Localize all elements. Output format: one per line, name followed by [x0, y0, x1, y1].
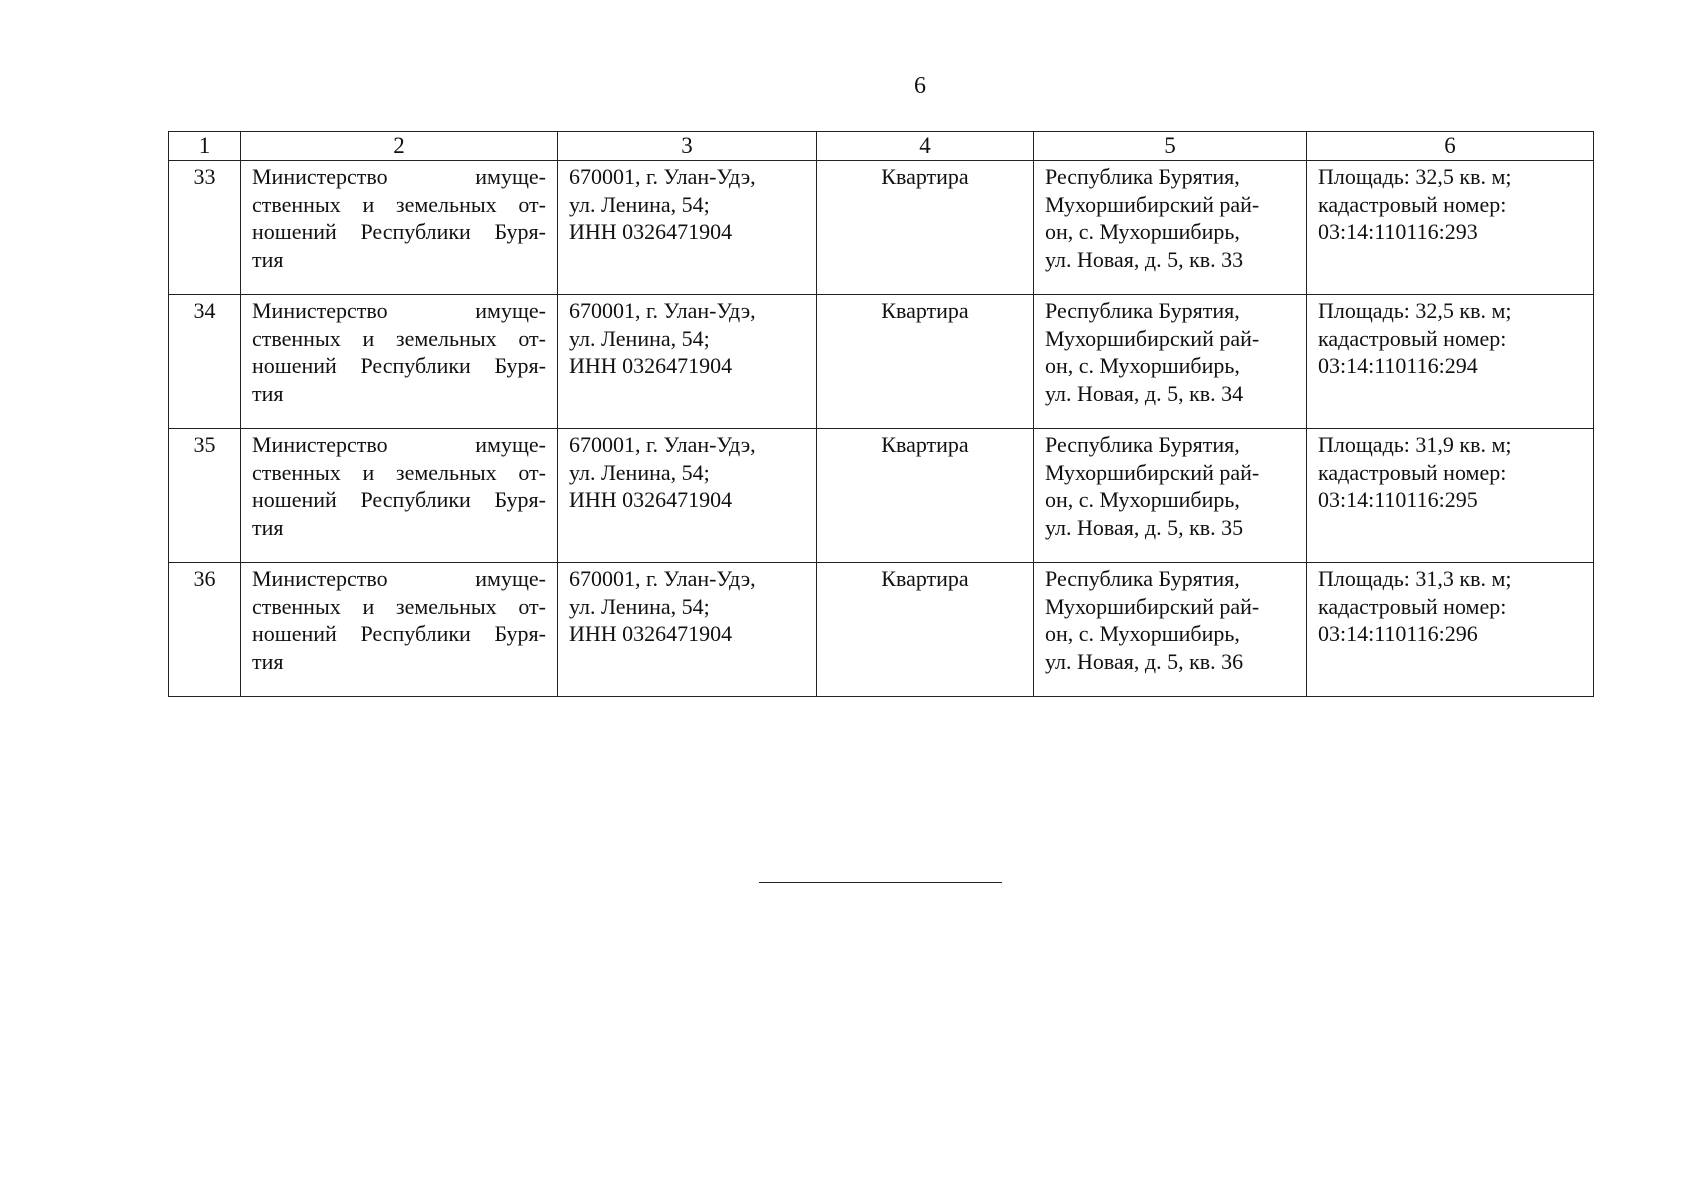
address-line: ИНН 0326471904: [569, 621, 733, 646]
address-line: ул. Ленина, 54;: [569, 325, 710, 351]
location-line: Республика Бурятия,: [1045, 164, 1240, 189]
owner-line: ственных и земельных от-: [252, 325, 546, 351]
address-line: ул. Ленина, 54;: [569, 459, 710, 485]
owner-cell: [241, 295, 558, 429]
details-line: 03:14:110116:294: [1318, 353, 1478, 378]
location-line: ул. Новая, д. 5, кв. 35: [1045, 514, 1244, 540]
property-type: Квартира: [817, 429, 1034, 563]
column-header: 5: [1034, 132, 1307, 161]
details-cell: [1307, 429, 1594, 563]
location-line: он, с. Мухоршибирь,: [1045, 621, 1240, 646]
property-table: [168, 131, 1594, 697]
location-line: Мухоршибирский рай-: [1045, 191, 1260, 217]
owner-line: ственных и земельных от-: [252, 191, 546, 217]
row-number: 35: [169, 429, 241, 563]
row-number: 34: [169, 295, 241, 429]
location-line: ул. Новая, д. 5, кв. 33: [1045, 246, 1244, 272]
details-line: кадастровый номер:: [1318, 593, 1507, 619]
column-header: 2: [241, 132, 558, 161]
column-header: 1: [169, 132, 241, 161]
address-line: 670001, г. Улан-Удэ,: [569, 566, 756, 591]
owner-line: ношений Республики Буря-: [252, 219, 546, 244]
location-cell: [1034, 429, 1307, 563]
address-cell: [558, 429, 817, 563]
address-cell: [558, 295, 817, 429]
location-line: Мухоршибирский рай-: [1045, 459, 1260, 485]
details-cell: [1307, 295, 1594, 429]
details-line: Площадь: 31,3 кв. м;: [1318, 566, 1512, 591]
column-header: 3: [558, 132, 817, 161]
address-cell: [558, 563, 817, 697]
address-line: ул. Ленина, 54;: [569, 593, 710, 619]
owner-cell: [241, 429, 558, 563]
row-number: 36: [169, 563, 241, 697]
table-header-row: [169, 132, 1594, 161]
page-number: 6: [914, 73, 926, 99]
table-row: [169, 563, 1594, 697]
owner-line: ственных и земельных от-: [252, 459, 546, 485]
location-cell: [1034, 295, 1307, 429]
owner-cell: [241, 161, 558, 295]
location-line: он, с. Мухоршибирь,: [1045, 219, 1240, 244]
details-line: кадастровый номер:: [1318, 191, 1507, 217]
property-type: Квартира: [817, 161, 1034, 295]
property-type: Квартира: [817, 295, 1034, 429]
location-cell: [1034, 563, 1307, 697]
details-line: 03:14:110116:296: [1318, 621, 1478, 646]
address-line: 670001, г. Улан-Удэ,: [569, 164, 756, 189]
owner-line: тия: [252, 514, 284, 540]
owner-line: Министерство имуще-: [252, 298, 546, 323]
owner-line: ственных и земельных от-: [252, 593, 546, 619]
details-line: Площадь: 32,5 кв. м;: [1318, 164, 1512, 189]
location-line: Республика Бурятия,: [1045, 432, 1240, 457]
owner-line: ношений Республики Буря-: [252, 621, 546, 646]
owner-cell: [241, 563, 558, 697]
address-line: ИНН 0326471904: [569, 487, 733, 512]
address-cell: [558, 161, 817, 295]
location-line: Республика Бурятия,: [1045, 566, 1240, 591]
table-row: [169, 161, 1594, 295]
details-line: Площадь: 32,5 кв. м;: [1318, 298, 1512, 323]
location-line: ул. Новая, д. 5, кв. 36: [1045, 648, 1244, 674]
property-type: Квартира: [817, 563, 1034, 697]
address-line: 670001, г. Улан-Удэ,: [569, 432, 756, 457]
location-line: ул. Новая, д. 5, кв. 34: [1045, 380, 1244, 406]
owner-line: Министерство имуще-: [252, 164, 546, 189]
owner-line: тия: [252, 246, 284, 272]
details-cell: [1307, 161, 1594, 295]
location-line: Мухоршибирский рай-: [1045, 593, 1260, 619]
address-line: ИНН 0326471904: [569, 219, 733, 244]
table-row: [169, 295, 1594, 429]
details-cell: [1307, 563, 1594, 697]
location-line: он, с. Мухоршибирь,: [1045, 353, 1240, 378]
address-line: ул. Ленина, 54;: [569, 191, 710, 217]
location-line: Мухоршибирский рай-: [1045, 325, 1260, 351]
details-line: 03:14:110116:295: [1318, 487, 1478, 512]
address-line: ИНН 0326471904: [569, 353, 733, 378]
owner-line: ношений Республики Буря-: [252, 353, 546, 378]
table-row: [169, 429, 1594, 563]
column-header: 6: [1307, 132, 1594, 161]
owner-line: тия: [252, 648, 284, 674]
details-line: Площадь: 31,9 кв. м;: [1318, 432, 1512, 457]
owner-line: ношений Республики Буря-: [252, 487, 546, 512]
details-line: кадастровый номер:: [1318, 325, 1507, 351]
details-line: кадастровый номер:: [1318, 459, 1507, 485]
row-number: 33: [169, 161, 241, 295]
location-line: он, с. Мухоршибирь,: [1045, 487, 1240, 512]
owner-line: Министерство имуще-: [252, 566, 546, 591]
location-cell: [1034, 161, 1307, 295]
column-header: 4: [817, 132, 1034, 161]
details-line: 03:14:110116:293: [1318, 219, 1478, 244]
owner-line: Министерство имуще-: [252, 432, 546, 457]
end-of-document-rule: [759, 882, 1002, 883]
location-line: Республика Бурятия,: [1045, 298, 1240, 323]
owner-line: тия: [252, 380, 284, 406]
address-line: 670001, г. Улан-Удэ,: [569, 298, 756, 323]
